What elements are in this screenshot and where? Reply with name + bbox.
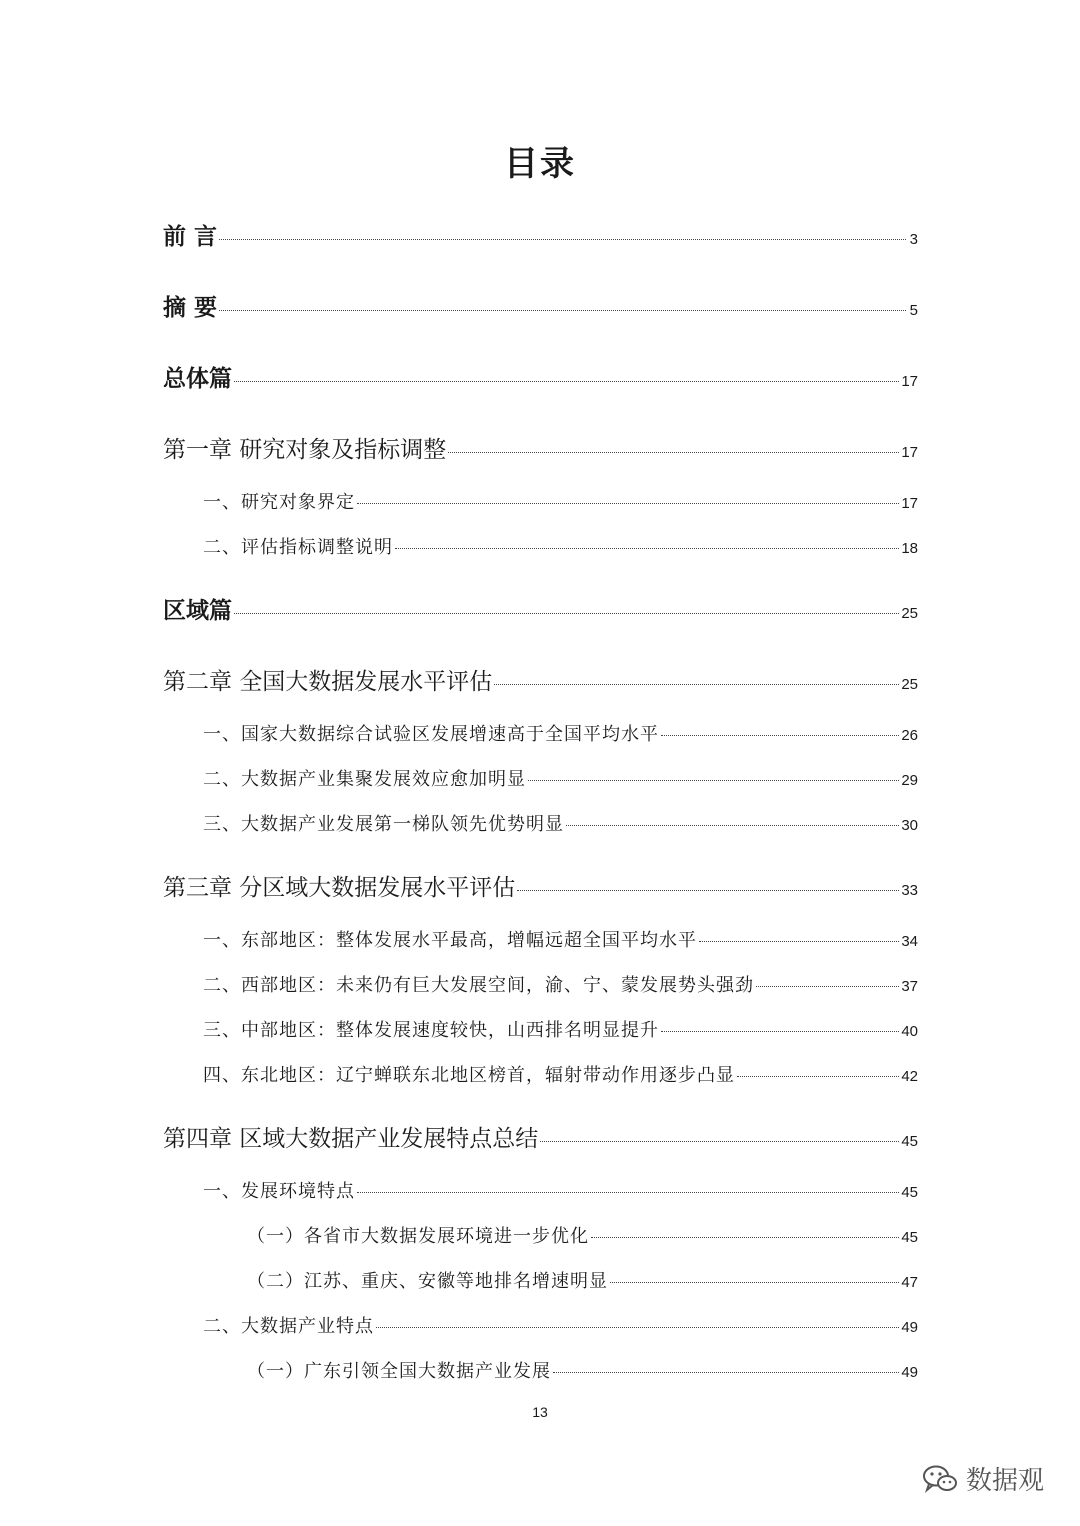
toc-entry-page: 17 xyxy=(901,373,918,390)
toc-entry-title: （二）江苏、重庆、安徽等地排名增速明显 xyxy=(247,1271,608,1292)
toc-entry-sub[interactable] xyxy=(247,1357,918,1383)
toc-entry-title: 三、大数据产业发展第一梯队领先优势明显 xyxy=(203,814,564,835)
toc-entry-chapter[interactable] xyxy=(163,1120,918,1153)
toc-entry-page: 37 xyxy=(901,978,918,995)
toc-entry-chapter[interactable] xyxy=(163,431,918,464)
toc-entry-sub[interactable] xyxy=(247,1222,918,1248)
page-title: 目录 xyxy=(504,144,576,184)
toc-entry-title: 区域篇 xyxy=(163,598,232,624)
toc-entry-title: 第四章 区域大数据产业发展特点总结 xyxy=(163,1126,539,1152)
toc-entry-title: 第二章 全国大数据发展水平评估 xyxy=(163,669,493,695)
toc-entry-part[interactable] xyxy=(163,289,918,322)
toc-entry-page: 33 xyxy=(901,882,918,899)
toc-entry-section[interactable] xyxy=(203,1016,918,1042)
toc-entry-page: 45 xyxy=(901,1229,918,1246)
watermark-text: 数据观 xyxy=(965,1466,1044,1496)
toc-entry-title: 四、东北地区：辽宁蝉联东北地区榜首，辐射带动作用逐步凸显 xyxy=(203,1065,735,1086)
dot-leader xyxy=(219,310,906,311)
toc-entry-page: 49 xyxy=(901,1364,918,1381)
toc-entry-page: 17 xyxy=(901,495,918,512)
toc-entry-title: 总体篇 xyxy=(163,366,232,392)
toc-entry-title: （一）各省市大数据发展环境进一步优化 xyxy=(247,1226,589,1247)
toc-entry-page: 18 xyxy=(901,540,918,557)
toc-entry-title: 三、中部地区：整体发展速度较快，山西排名明显提升 xyxy=(203,1020,659,1041)
toc-entry-page: 3 xyxy=(909,231,918,248)
dot-leader xyxy=(540,1141,899,1142)
toc-entry-page: 30 xyxy=(901,817,918,834)
dot-leader xyxy=(566,825,899,826)
toc-entry-title: 摘 要 xyxy=(163,295,218,321)
toc-entry-section[interactable] xyxy=(203,1177,918,1203)
toc-entry-title: 前 言 xyxy=(163,224,218,250)
dot-leader xyxy=(234,613,899,614)
toc-entry-page: 45 xyxy=(901,1133,918,1150)
dot-leader xyxy=(448,452,899,453)
toc-entry-section[interactable] xyxy=(203,1312,918,1338)
toc-entry-title: 第三章 分区域大数据发展水平评估 xyxy=(163,875,516,901)
dot-leader xyxy=(357,1192,899,1193)
dot-leader xyxy=(494,684,899,685)
dot-leader xyxy=(553,1372,899,1373)
toc-entry-title: 一、研究对象界定 xyxy=(203,492,355,513)
toc-entry-page: 40 xyxy=(901,1023,918,1040)
toc-entry-page: 29 xyxy=(901,772,918,789)
toc-entry-section[interactable] xyxy=(203,926,918,952)
toc-entry-page: 42 xyxy=(901,1068,918,1085)
toc-entry-title: 一、国家大数据综合试验区发展增速高于全国平均水平 xyxy=(203,724,659,745)
dot-leader xyxy=(756,986,899,987)
dot-leader xyxy=(219,239,906,240)
dot-leader xyxy=(234,381,899,382)
toc-entry-page: 5 xyxy=(909,302,918,319)
toc-entry-page: 34 xyxy=(901,933,918,950)
toc-entry-page: 45 xyxy=(901,1184,918,1201)
dot-leader xyxy=(737,1076,899,1077)
toc-entry-chapter[interactable] xyxy=(163,663,918,696)
page-number: 13 xyxy=(532,1404,548,1420)
watermark xyxy=(922,1460,1044,1497)
toc-entry-title: 二、大数据产业特点 xyxy=(203,1316,374,1337)
dot-leader xyxy=(517,890,899,891)
dot-leader xyxy=(610,1282,899,1283)
toc-entry-page: 49 xyxy=(901,1319,918,1336)
toc-entry-page: 26 xyxy=(901,727,918,744)
toc-entry-section[interactable] xyxy=(203,810,918,836)
toc-entry-part[interactable] xyxy=(163,360,918,393)
toc-entry-title: 一、东部地区：整体发展水平最高，增幅远超全国平均水平 xyxy=(203,930,697,951)
toc-entry-title: 二、大数据产业集聚发展效应愈加明显 xyxy=(203,769,526,790)
toc-entry-title: 第一章 研究对象及指标调整 xyxy=(163,437,447,463)
toc-entry-section[interactable] xyxy=(203,488,918,514)
dot-leader xyxy=(357,503,899,504)
dot-leader xyxy=(528,780,899,781)
dot-leader xyxy=(699,941,899,942)
dot-leader xyxy=(376,1327,899,1328)
dot-leader xyxy=(661,735,899,736)
wechat-icon xyxy=(922,1464,958,1494)
toc-entry-page: 17 xyxy=(901,444,918,461)
toc-entry-page: 47 xyxy=(901,1274,918,1291)
toc-entry-section[interactable] xyxy=(203,533,918,559)
toc-entry-page: 25 xyxy=(901,676,918,693)
toc-entry-title: 一、发展环境特点 xyxy=(203,1181,355,1202)
toc-entry-section[interactable] xyxy=(203,765,918,791)
toc-entry-sub[interactable] xyxy=(247,1267,918,1293)
toc-entry-section[interactable] xyxy=(203,1061,918,1087)
dot-leader xyxy=(661,1031,899,1032)
toc-entry-title: 二、评估指标调整说明 xyxy=(203,537,393,558)
toc-entry-part[interactable] xyxy=(163,218,918,251)
toc-entry-title: 二、西部地区：未来仍有巨大发展空间，渝、宁、蒙发展势头强劲 xyxy=(203,975,754,996)
dot-leader xyxy=(395,548,899,549)
toc-entry-section[interactable] xyxy=(203,971,918,997)
dot-leader xyxy=(591,1237,899,1238)
toc-entry-page: 25 xyxy=(901,605,918,622)
toc-entry-section[interactable] xyxy=(203,720,918,746)
toc-entry-chapter[interactable] xyxy=(163,869,918,902)
toc-entry-part[interactable] xyxy=(163,592,918,625)
toc-entry-title: （一）广东引领全国大数据产业发展 xyxy=(247,1361,551,1382)
